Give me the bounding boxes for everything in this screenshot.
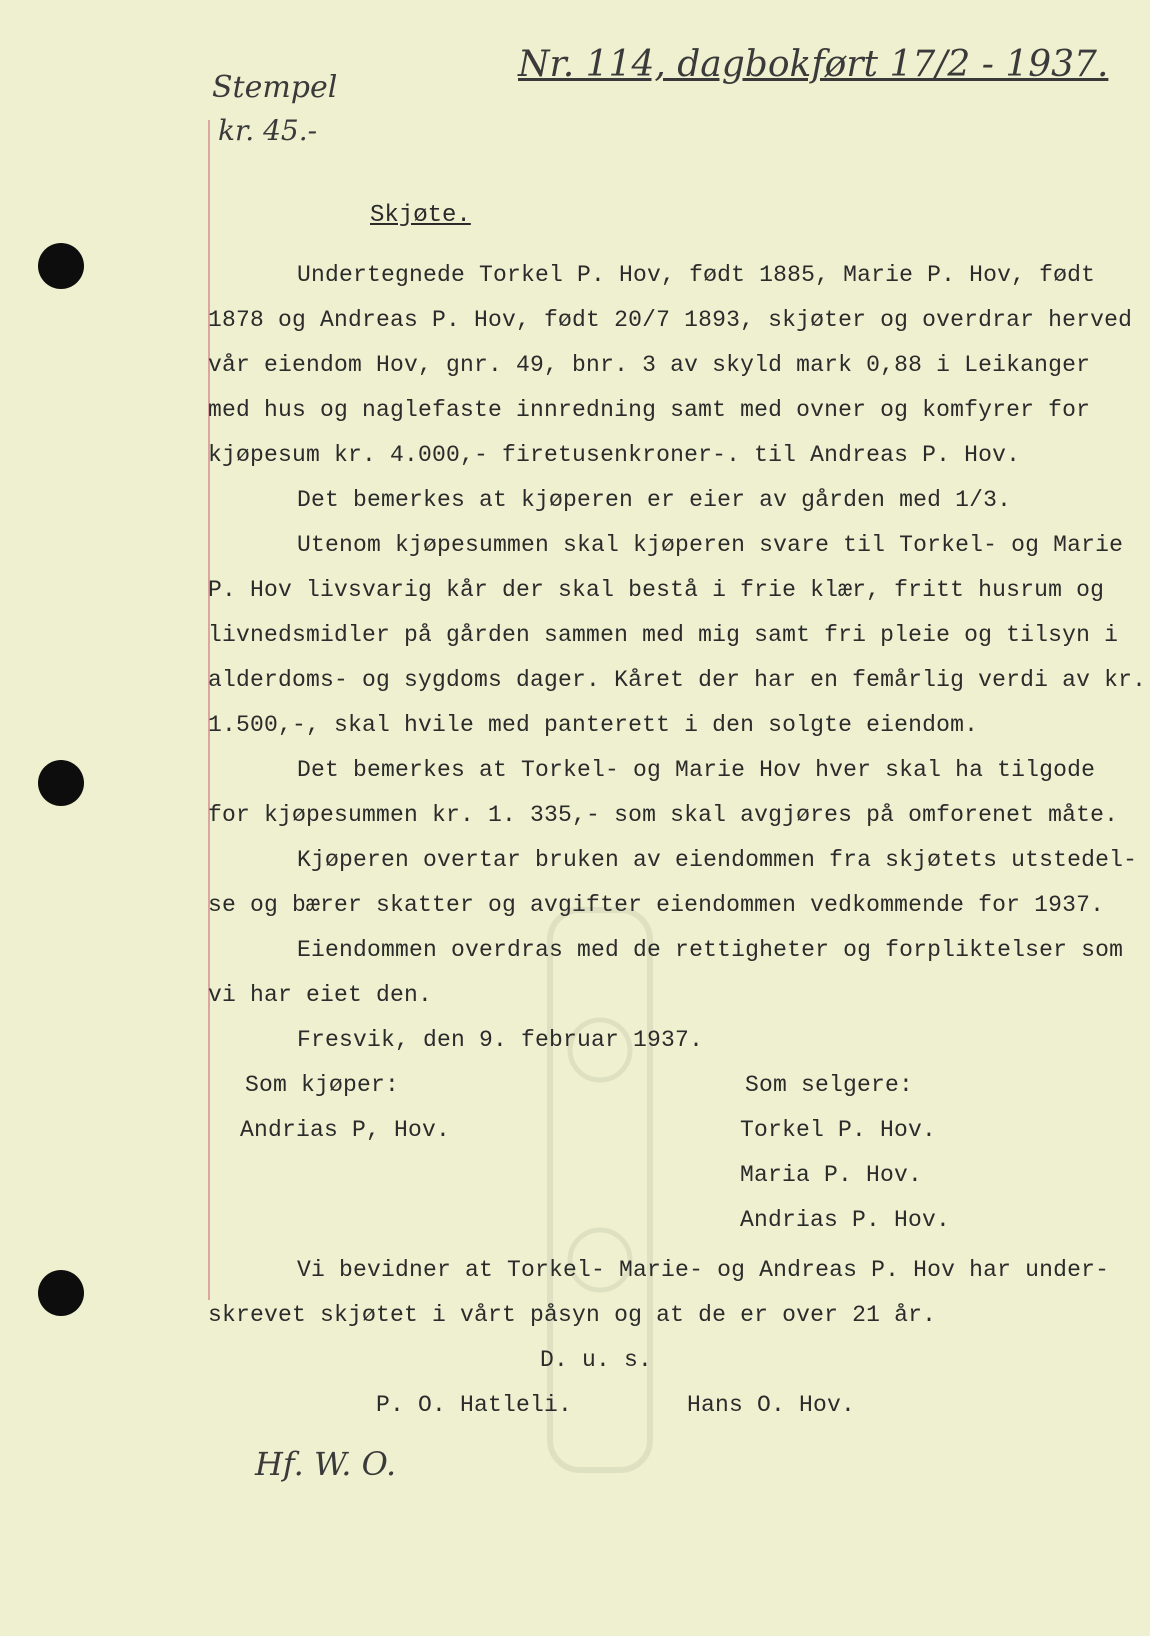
dus-line: D. u. s. xyxy=(540,1347,653,1373)
handwritten-initials: Hf. W. O. xyxy=(255,1445,397,1483)
margin-rule xyxy=(208,120,210,1300)
body-line: Kjøperen overtar bruken av eiendommen fra skjøtets utstedel- xyxy=(297,847,1138,873)
seller-name: Torkel P. Hov. xyxy=(740,1117,937,1143)
punch-hole xyxy=(38,1270,84,1316)
witness-name: P. O. Hatleli. xyxy=(376,1392,573,1418)
body-line: 1878 og Andreas P. Hov, født 20/7 1893, skjøter og overdrar herved xyxy=(208,307,1133,333)
registration-note: Nr. 114, dagbokført 17/2 - 1937. xyxy=(518,44,1109,85)
seller-name: Maria P. Hov. xyxy=(740,1162,923,1188)
body-line: alderdoms- og sygdoms dager. Kåret der har en femårlig verdi av kr. xyxy=(208,667,1147,693)
place-date-line: Fresvik, den 9. februar 1937. xyxy=(297,1027,704,1053)
sellers-label: Som selgere: xyxy=(745,1072,914,1098)
body-line: se og bærer skatter og avgifter eiendommen vedkommende for 1937. xyxy=(208,892,1105,918)
punch-hole xyxy=(38,760,84,806)
body-line: med hus og naglefaste innredning samt med ovner og komfyrer for xyxy=(208,397,1091,423)
witness-line: Vi bevidner at Torkel- Marie- og Andreas P. Hov har under- xyxy=(297,1257,1110,1283)
body-line: 1.500,-, skal hvile med panterett i den solgte eiendom. xyxy=(208,712,979,738)
stamp-fee-amount: kr. 45.- xyxy=(218,114,318,147)
witness-line: skrevet skjøtet i vårt påsyn og at de er over 21 år. xyxy=(208,1302,937,1328)
body-line: vår eiendom Hov, gnr. 49, bnr. 3 av skyld mark 0,88 i Leikanger xyxy=(208,352,1091,378)
document-title: Skjøte. xyxy=(370,202,471,229)
body-line: livnedsmidler på gården sammen med mig samt fri pleie og tilsyn i xyxy=(208,622,1119,648)
body-line: Det bemerkes at kjøperen er eier av gården med 1/3. xyxy=(297,487,1012,513)
body-line: Utenom kjøpesummen skal kjøperen svare til Torkel- og Marie xyxy=(297,532,1124,558)
buyer-name: Andrias P, Hov. xyxy=(240,1117,451,1143)
buyer-label: Som kjøper: xyxy=(245,1072,400,1098)
body-line: for kjøpesummen kr. 1. 335,- som skal avgjøres på omforenet måte. xyxy=(208,802,1119,828)
punch-hole xyxy=(38,243,84,289)
body-line: Det bemerkes at Torkel- og Marie Hov hver skal ha tilgode xyxy=(297,757,1096,783)
body-line: P. Hov livsvarig kår der skal bestå i frie klær, fritt husrum og xyxy=(208,577,1105,603)
body-line: Eiendommen overdras med de rettigheter og forpliktelser som xyxy=(297,937,1124,963)
seller-name: Andrias P. Hov. xyxy=(740,1207,951,1233)
stamp-fee-label: Stempel xyxy=(212,70,338,105)
body-line: kjøpesum kr. 4.000,- firetusenkroner-. til Andreas P. Hov. xyxy=(208,442,1021,468)
witness-name: Hans O. Hov. xyxy=(687,1392,856,1418)
body-line: Undertegnede Torkel P. Hov, født 1885, Marie P. Hov, født xyxy=(297,262,1096,288)
body-line: vi har eiet den. xyxy=(208,982,433,1008)
